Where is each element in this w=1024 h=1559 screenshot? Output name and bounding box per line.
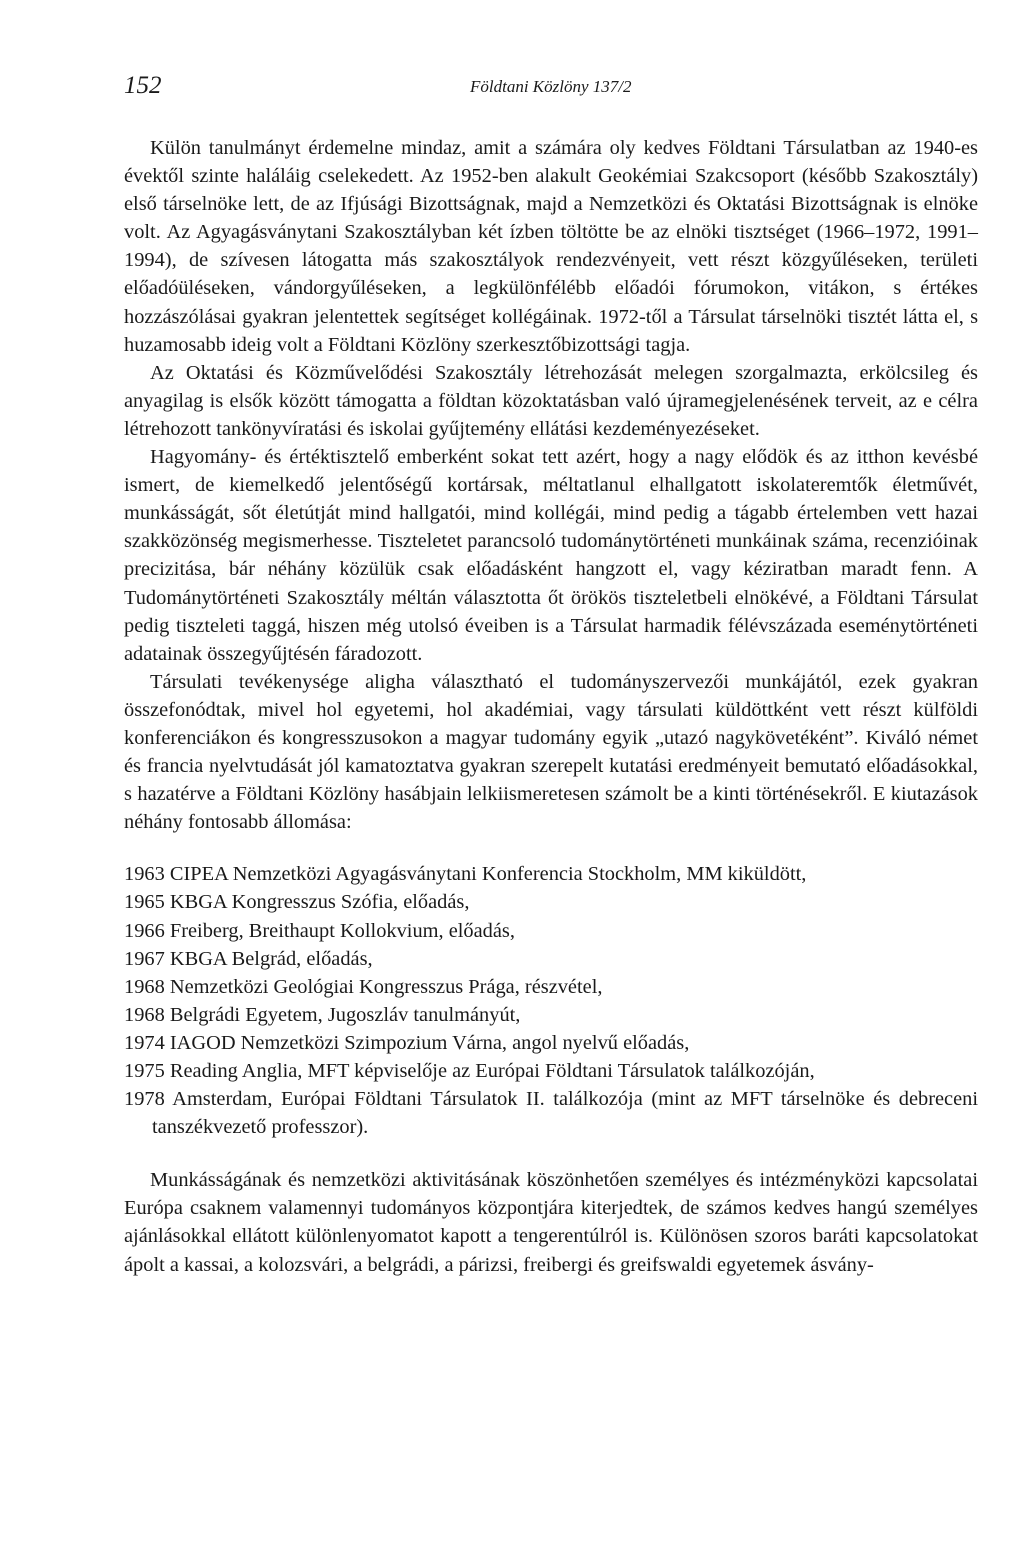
closing-paragraph: Munkásságának és nemzetközi aktivitásának köszönhetően személyes és intézményközi kapcsolatai Európa csaknem valamennyi tudományos központjára kiterjedtek, de számos kedves hangú személyes ajánlásokkal ellátott különlenyomatot kapott a tengerentúlról is. Különösen szoros baráti kapcsolatokat ápolt a kassai, a kolozsvári, a belgrádi, a párizsi, freibergi és greifswaldi egyetemek ásvány-	[124, 1169, 978, 1276]
paragraph-2: Az Oktatási és Közművelődési Szakosztály létrehozását melegen szorgalmazta, erkölcsileg és anyagilag is elsők között támogatta a földtan közoktatásban való újramegjelenésének terveit, az e célra létrehozott tankönyvíratási és iskolai gyűjtemény ellátási kezdeményezéseket.	[124, 361, 978, 440]
trip-item: 1965 KBGA Kongresszus Szófia, előadás,	[124, 891, 470, 914]
trip-item: 1966 Freiberg, Breithaupt Kollokvium, előadás,	[124, 919, 515, 942]
paragraph-3: Hagyomány- és értéktisztelő emberként sokat tett azért, hogy a nagy elődök és az itthon kevésbé ismert, de kiemelkedő jelentőségű kortársak, méltatlanul elhallgatott iskolateremtők életművét, munkásságát, sőt életútját mind hallgatói, mind kollégái, mind pedig a tágabb értelemben vett hazai szakközönség megismerhesse. Tiszteletet parancsoló tudománytörténeti munkáinak száma, recenzióinak precizitása, bár néhány közülük csak előadásként hangzott el, vagy kéziratban maradt fenn. A Tudománytörténeti Szakosztály méltán választotta őt örökös tiszteletbeli elnökévé, a Földtani Társulat pedig tiszteleti taggá, hiszen még utolsó éveiben is a Társulat harmadik félévszázada eseménytörténeti adatainak összegyűjtésén fáradozott.	[124, 446, 978, 665]
paragraph-1: Külön tanulmányt érdemelne mindaz, amit a számára oly kedves Földtani Társulatban az 1940-es évektől szinte haláláig cselekedett. Az 1952-ben alakult Geokémiai Szakcsoport (később Szakosztály) első társelnöke lett, de az Ifjúsági Bizottságnak, majd a Nemzetközi és Oktatási Bizottságnak is elnöke volt. Az Agyagásványtani Szakosztályban két ízben töltötte be az elnöki tisztséget (1966–1972, 1991–1994), de szívesen látogatta más szakosztályok rendezvényeit, vett részt közgyűléseken, területi előadóüléseken, vándorgyűléseken, a legkülönfélébb előadói fórumokon, vitákon, s értékes hozzászólásai gyakran jelentettek segítséget kollégáinak. 1972-től a Társulat társelnöki tisztét látta el, s huzamosabb ideig volt a Földtani Közlöny szerkesztőbizottsági tagja.	[124, 137, 978, 356]
paragraph-4: Társulati tevékenysége aligha választható el tudományszervezői munkájától, ezek gyakran összefonódtak, mivel hol egyetemi, hol akadémiai, vagy társulati küldöttként vett részt külföldi konferenciákon és kongresszusokon a magyar tudomány egyik „utazó nagykövetéként”. Kiváló német és francia nyelvtudását jól kamatoztatva gyakran szerepelt kutatási eredményeit bemutató előadásokkal, s hazatérve a Földtani Közlöny hasábjain lelkiismeretesen számolt be a kinti történésekről. E kiutazások néhány fontosabb állomása:	[124, 670, 978, 834]
body-text	[124, 134, 978, 1279]
trip-item: 1975 Reading Anglia, MFT képviselője az Európai Földtani Társulatok találkozóján,	[124, 1060, 815, 1082]
trip-item: 1963 CIPEA Nemzetközi Agyagásványtani Konferencia Stockholm, MM kiküldött,	[124, 863, 807, 886]
page-header	[124, 72, 976, 108]
trip-item: 1968 Nemzetközi Geológiai Kongresszus Prága, részvétel,	[124, 975, 603, 998]
trip-item: 1968 Belgrádi Egyetem, Jugoszláv tanulmányút,	[124, 1003, 521, 1026]
page-number: 152	[124, 72, 162, 99]
trip-list	[124, 860, 978, 1141]
running-head: Földtani Közlöny 137/2	[470, 77, 632, 96]
trip-item: 1967 KBGA Belgrád, előadás,	[124, 947, 373, 970]
trip-item: 1978 Amsterdam, Európai Földtani Társulatok II. találkozója (mint az MFT társelnöke és debreceni tanszékvezető professzor).	[124, 1088, 978, 1139]
trip-item: 1974 IAGOD Nemzetközi Szimpozium Várna, angol nyelvű előadás,	[124, 1031, 690, 1054]
